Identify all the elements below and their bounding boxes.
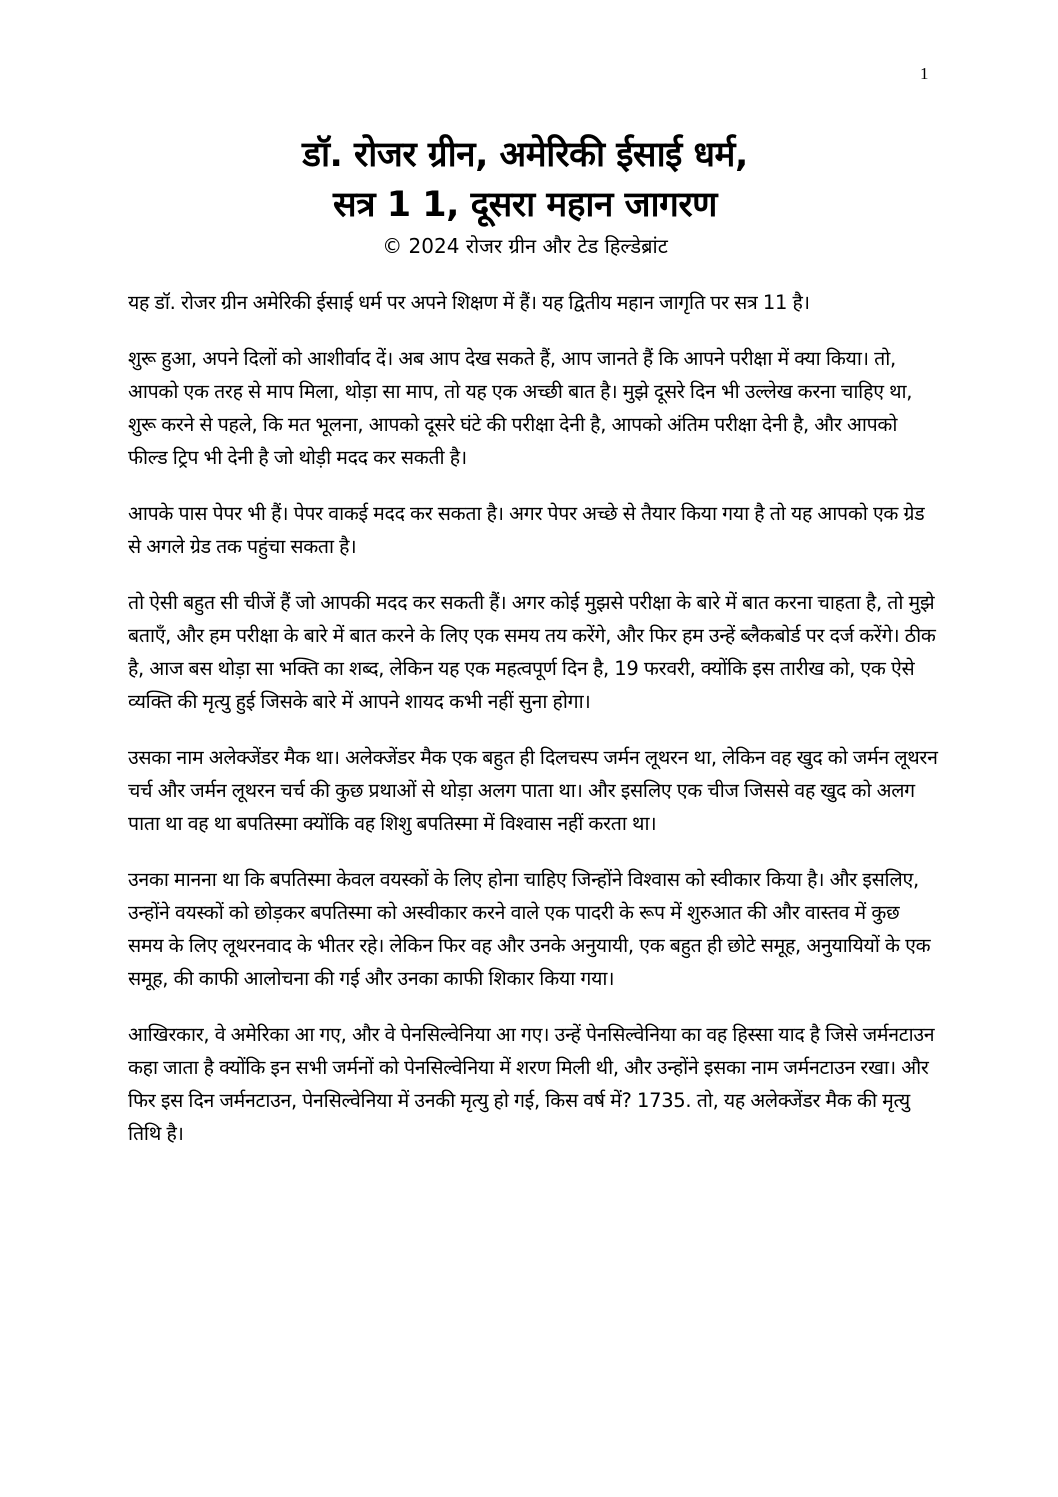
- paragraph-alexander-mack: उसका नाम अलेक्जेंडर मैक था। अलेक्जेंडर मैक एक बहुत ही दिलचस्प जर्मन लूथरन था, लेकिन वह खुद को जर्मन लूथरन चर्च और जर्मन लूथरन चर्च की कुछ प्रथाओं से थोड़ा अलग पाता था। और इसलिए एक चीज जिससे वह खुद को अलग पाता था वह था बपतिस्मा क्योंकि वह शिशु बपतिस्मा में विश्वास नहीं करता था।: [128, 746, 938, 835]
- page-number: 1: [920, 64, 929, 83]
- document-title-line-2: सत्र 1 1, दूसरा महान जागरण: [333, 185, 717, 225]
- title-block: [100, 130, 950, 262]
- document-title-line-1: डॉ. रोजर ग्रीन, अमेरिकी ईसाई धर्म,: [302, 135, 748, 175]
- paragraph-germantown: आखिरकार, वे अमेरिका आ गए, और वे पेनसिल्वेनिया आ गए। उन्हें पेनसिल्वेनिया का वह हिस्सा याद है जिसे जर्मनटाउन कहा जाता है क्योंकि इन सभी जर्मनों को पेनसिल्वेनिया में शरण मिली थी, और उन्होंने इसका नाम जर्मनटाउन रखा। और फिर इस दिन जर्मनटाउन, पेनसिल्वेनिया में उनकी मृत्यु हो गई, किस वर्ष में? 1735. तो, यह अलेक्जेंडर मैक की मृत्यु तिथि है।: [128, 1023, 935, 1145]
- paragraph-exams: शुरू हुआ, अपने दिलों को आशीर्वाद दें। अब आप देख सकते हैं, आप जानते हैं कि आपने परीक्षा में क्या किया। तो, आपको एक तरह से माप मिला, थोड़ा सा माप, तो यह एक अच्छी बात है। मुझे दूसरे दिन भी उल्लेख करना चाहिए था, शुरू करने से पहले, कि मत भूलना, आपको दूसरे घंटे की परीक्षा देनी है, आपको अंतिम परीक्षा देनी है, और आपको फील्ड ट्रिप भी देनी है जो थोड़ी मदद कर सकती है।: [128, 347, 913, 469]
- paragraph-intro: यह डॉ. रोजर ग्रीन अमेरिकी ईसाई धर्म पर अपने शिक्षण में हैं। यह द्वितीय महान जागृति पर सत्र 11 है।: [128, 291, 810, 314]
- paragraph-baptism: उनका मानना था कि बपतिस्मा केवल वयस्कों के लिए होना चाहिए जिन्होंने विश्वास को स्वीकार किया है। और इसलिए, उन्होंने वयस्कों को छोड़कर बपतिस्मा को अस्वीकार करने वाले एक पादरी के रूप में शुरुआत की और वास्तव में कुछ समय के लिए लूथरनवाद के भीतर रहे। लेकिन फिर वह और उनके अनुयायी, एक बहुत ही छोटे समूह, अनुयायियों के एक समूह, की काफी आलोचना की गई और उनका काफी शिकार किया गया।: [128, 868, 931, 990]
- paragraph-devotional: तो ऐसी बहुत सी चीजें हैं जो आपकी मदद कर सकती हैं। अगर कोई मुझसे परीक्षा के बारे में बात करना चाहता है, तो मुझे बताएँ, और हम परीक्षा के बारे में बात करने के लिए एक समय तय करेंगे, और फिर हम उन्हें ब्लैकबोर्ड पर दर्ज करेंगे। ठीक है, आज बस थोड़ा सा भक्ति का शब्द, लेकिन यह एक महत्वपूर्ण दिन है, 19 फरवरी, क्योंकि इस तारीख को, एक ऐसे व्यक्ति की मृत्यु हुई जिसके बारे में आपने शायद कभी नहीं सुना होगा।: [128, 591, 936, 713]
- paragraph-papers: आपके पास पेपर भी हैं। पेपर वाकई मदद कर सकता है। अगर पेपर अच्छे से तैयार किया गया है तो यह आपको एक ग्रेड से अगले ग्रेड तक पहुंचा सकता है।: [128, 502, 925, 558]
- document-body: [128, 286, 938, 1173]
- copyright-notice: © 2024 रोजर ग्रीन और टेड हिल्डेब्रांट: [382, 234, 668, 258]
